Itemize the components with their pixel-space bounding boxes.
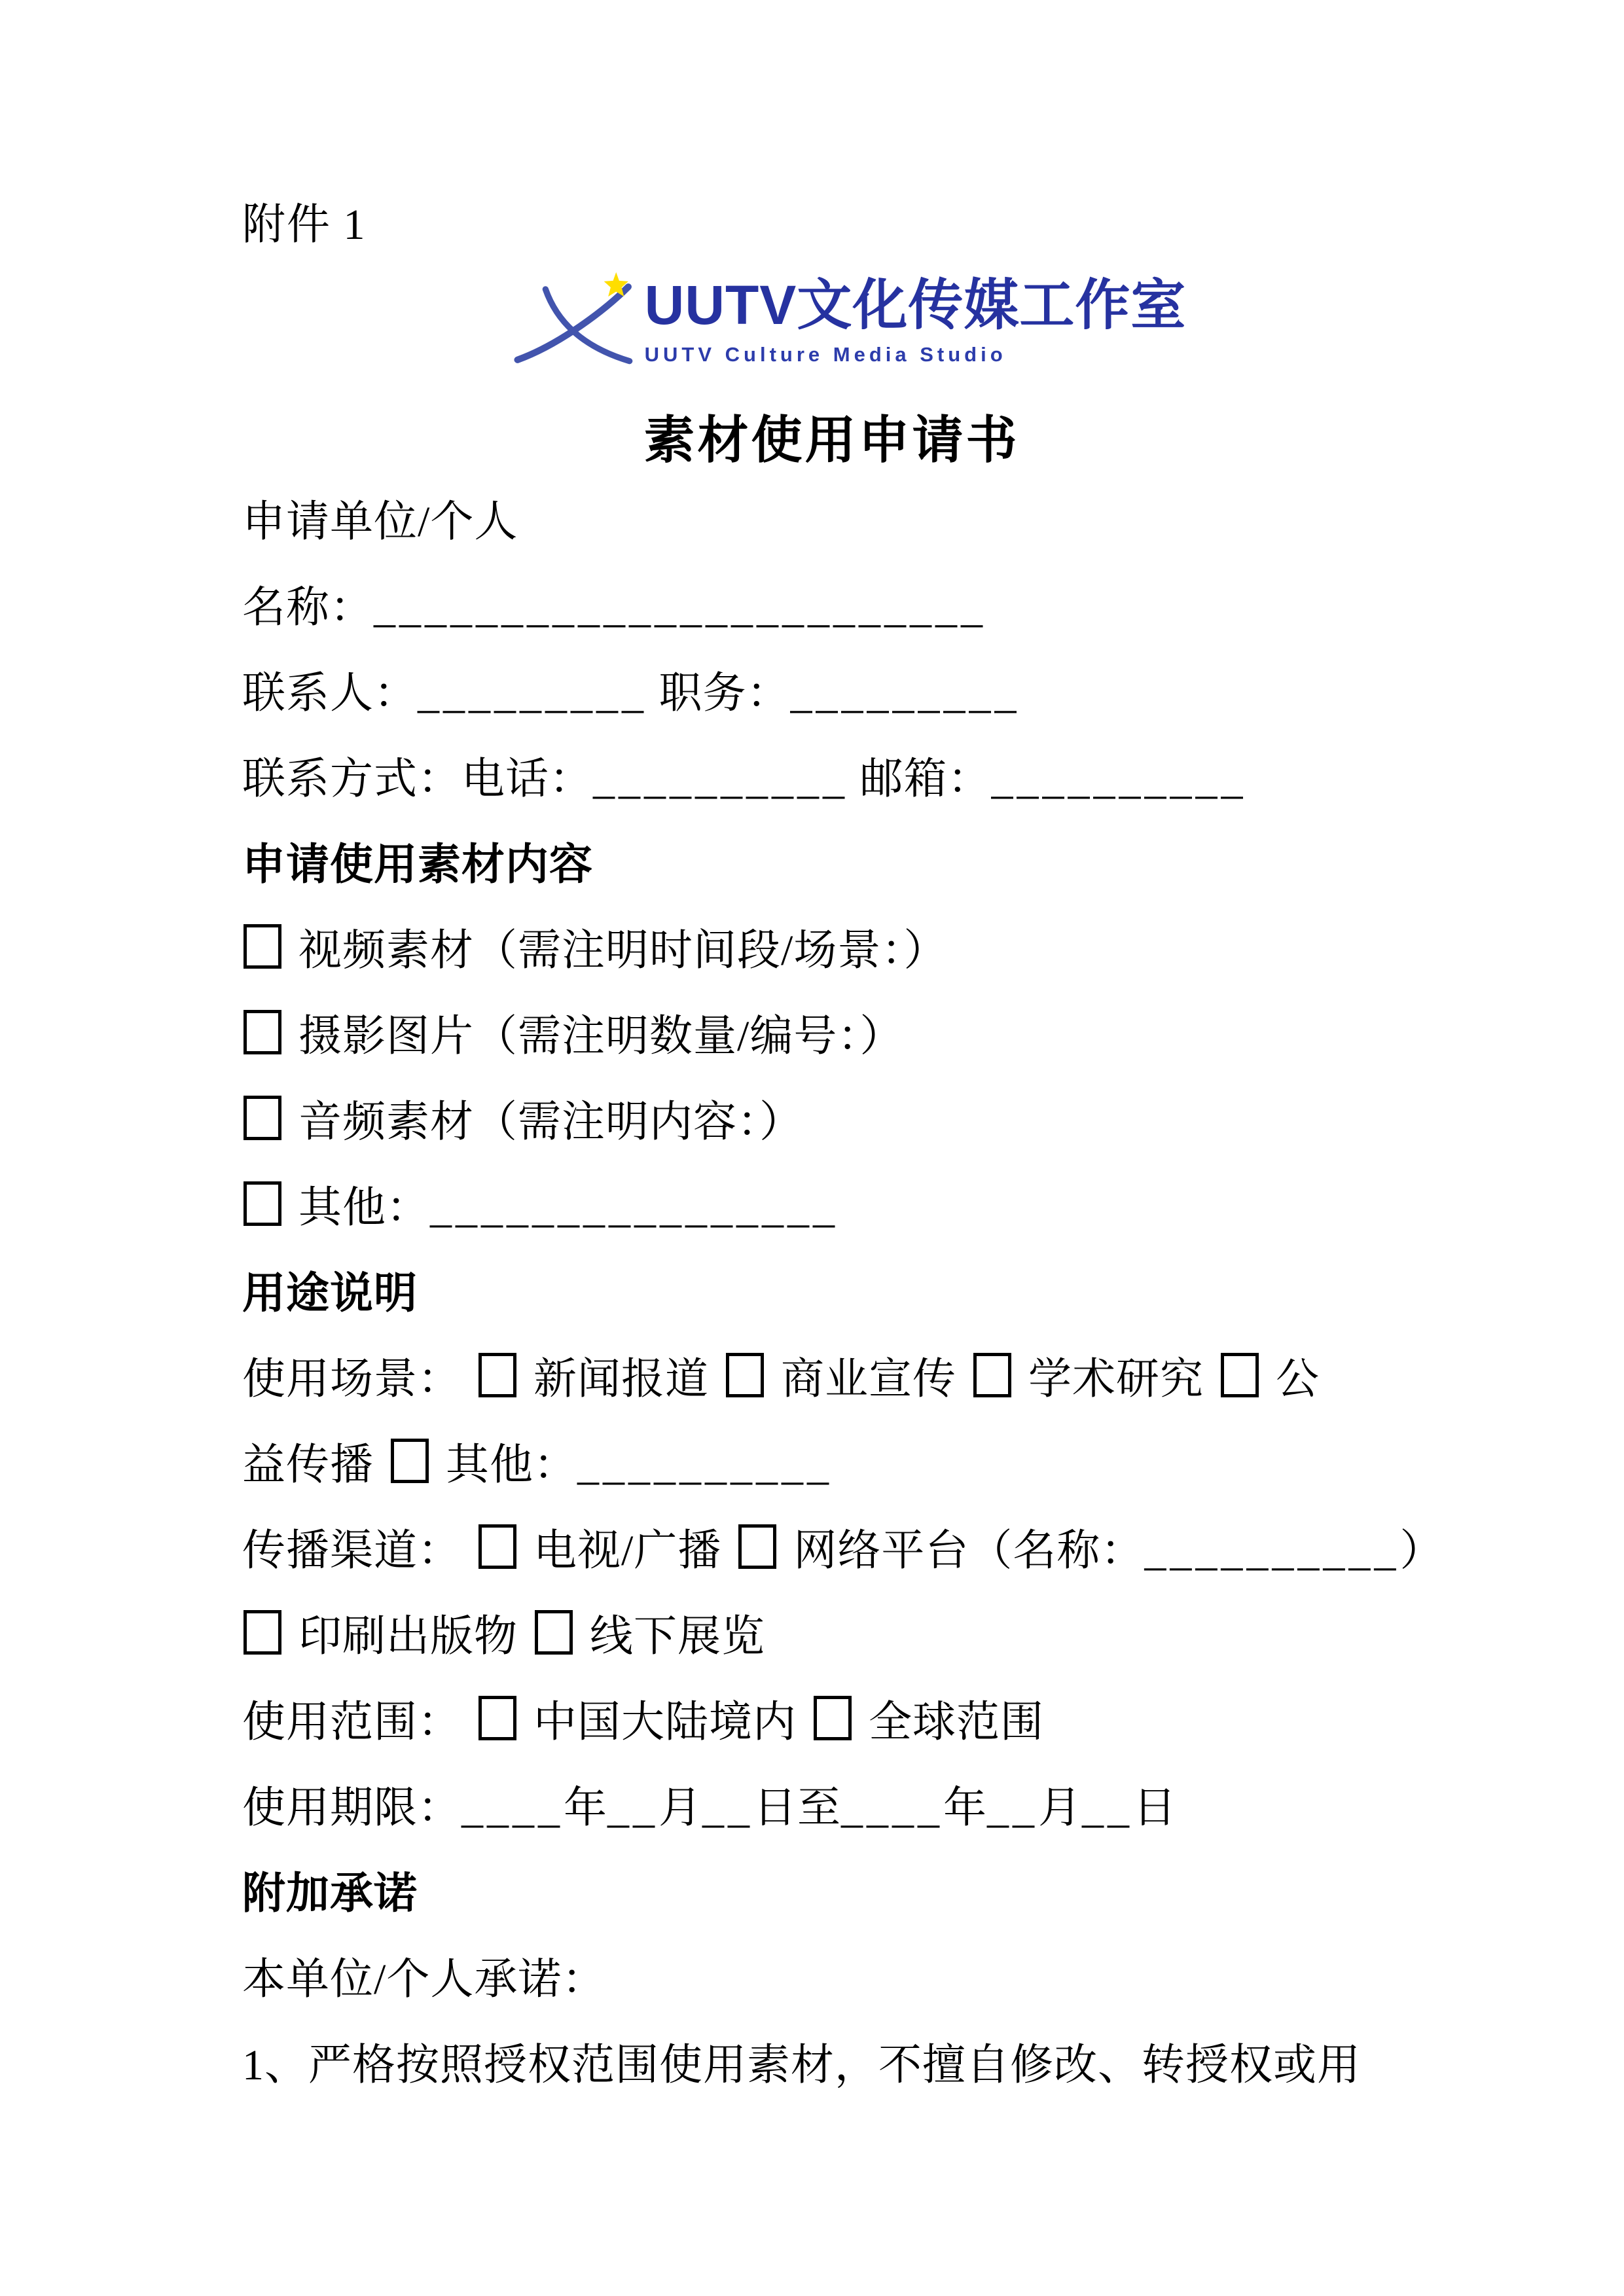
text-run: 使用场景： (242, 1355, 461, 1403)
text-run: 公 (1276, 1355, 1320, 1403)
line-usage-heading (242, 1251, 1421, 1336)
logo-en-text: UUTV Culture Media Studio (644, 343, 1007, 366)
line-promise-heading (242, 1851, 1421, 1937)
text-run: 传播渠道： (242, 1527, 461, 1575)
blank-field-scene-other-desc[interactable]: __________ (577, 1441, 833, 1489)
attachment-label: 附件 1 (242, 201, 367, 249)
text-run: 月 (659, 1784, 702, 1832)
text-run: 联系人： (242, 670, 418, 717)
checkbox-channel-print[interactable] (244, 1610, 281, 1655)
line-promise-item-1 (242, 2022, 1421, 2108)
line-range-line (242, 1679, 1421, 1765)
text-run: 本单位/个人承诺： (242, 1956, 606, 2003)
blank-field-end-year[interactable]: ____ (841, 1784, 943, 1832)
line-scene-line-1 (242, 1336, 1421, 1422)
checkbox-scene-commercial[interactable] (726, 1353, 764, 1397)
checkbox-video-material[interactable] (244, 924, 281, 969)
text-run: 职务： (647, 670, 791, 717)
text-run: 年 (564, 1784, 607, 1832)
text-run: 用途说明 (242, 1270, 418, 1318)
checkbox-channel-offline-exhibition[interactable] (535, 1610, 573, 1655)
blank-field-phone[interactable]: __________ (593, 755, 848, 803)
text-run: 其他： (446, 1441, 577, 1489)
checkbox-audio-material[interactable] (244, 1096, 281, 1140)
text-run: 月 (1038, 1784, 1082, 1832)
text-run: 商业宣传 (781, 1355, 956, 1403)
text-run: 年 (943, 1784, 987, 1832)
text-run: 学术研究 (1028, 1355, 1204, 1403)
checkbox-scene-academic[interactable] (973, 1353, 1011, 1397)
blank-field-other-material-desc[interactable]: ________________ (430, 1184, 839, 1232)
line-material-video (242, 908, 1421, 994)
text-run: 使用范围： (242, 1698, 461, 1746)
line-contact-method-line (242, 736, 1421, 822)
text-run: 使用期限： (242, 1784, 461, 1832)
text-run: 其他： (298, 1184, 430, 1232)
checkbox-scene-public-welfare[interactable] (1221, 1353, 1259, 1397)
line-promise-intro (242, 1937, 1421, 2022)
text-run: 电视/广播 (533, 1527, 722, 1575)
blank-field-applicant-name[interactable]: ________________________ (374, 584, 986, 632)
checkbox-photo-images[interactable] (244, 1010, 281, 1054)
blank-field-email[interactable]: __________ (991, 755, 1247, 803)
blank-field-contact-person[interactable]: _________ (418, 670, 647, 717)
checkbox-channel-online-platform[interactable] (738, 1524, 776, 1569)
text-run: 全球范围 (869, 1698, 1044, 1746)
checkbox-channel-tv-radio[interactable] (478, 1524, 516, 1569)
text-run: 1、严格按照授权范围使用素材，不擅自修改、转授权或用 (242, 2041, 1361, 2089)
checkbox-range-global[interactable] (814, 1696, 852, 1740)
blank-field-start-day[interactable]: __ (702, 1784, 753, 1832)
text-run: 中国大陆境内 (533, 1698, 797, 1746)
text-run: 名称： (242, 584, 374, 632)
line-material-audio (242, 1079, 1421, 1165)
blank-field-start-year[interactable]: ____ (461, 1784, 564, 1832)
text-run: 附加承诺 (242, 1870, 418, 1918)
text-run: 印刷出版物 (298, 1613, 518, 1660)
line-channel-line-2 (242, 1594, 1421, 1679)
line-material-other (242, 1165, 1421, 1251)
page-title: 素材使用申请书 (643, 411, 1020, 469)
text-run: 联系方式：电话： (242, 755, 593, 803)
line-material-photo (242, 994, 1421, 1079)
logo-text-block (645, 266, 1187, 367)
checkbox-range-mainland-china[interactable] (478, 1696, 516, 1740)
line-contact-line (242, 651, 1421, 736)
blank-field-platform-name[interactable]: __________ (1144, 1527, 1400, 1575)
blank-field-start-month[interactable]: __ (607, 1784, 659, 1832)
text-run: 日 (1133, 1784, 1177, 1832)
text-run: 益传播 (242, 1441, 374, 1489)
blank-field-end-month[interactable]: __ (987, 1784, 1038, 1832)
text-run: 新闻报道 (533, 1355, 709, 1403)
text-run: 视频素材（需注明时间段/场景：） (298, 927, 948, 975)
logo (261, 266, 1439, 402)
text-run: 线下展览 (590, 1613, 765, 1660)
text-run: 网络平台（名称： (793, 1527, 1145, 1575)
text-run: 摄影图片（需注明数量/编号：） (298, 1013, 904, 1060)
star-swoosh-x-icon (514, 266, 636, 381)
text-run: 日至 (753, 1784, 841, 1832)
checkbox-other-material[interactable] (244, 1181, 281, 1226)
text-run: 音频素材（需注明内容：） (298, 1098, 803, 1146)
line-scene-line-2 (242, 1422, 1421, 1508)
checkbox-scene-news[interactable] (478, 1353, 516, 1397)
line-applicant-heading (242, 479, 1421, 565)
text-run: 申请使用素材内容 (242, 841, 593, 889)
logo-cn-text: UUTV文化传媒工作室 (644, 274, 1187, 336)
blank-field-end-day[interactable]: __ (1082, 1784, 1133, 1832)
text-run: ） (1399, 1527, 1444, 1575)
text-run: 邮箱： (848, 755, 992, 803)
line-material-heading (242, 822, 1421, 908)
blank-field-position[interactable]: _________ (790, 670, 1020, 717)
form-body (242, 479, 1444, 2108)
checkbox-scene-other[interactable] (391, 1439, 429, 1483)
line-period-line (242, 1765, 1421, 1851)
line-name-line (242, 565, 1421, 651)
text-run: 申请单位/个人 (242, 498, 518, 546)
line-channel-line-1 (242, 1508, 1444, 1594)
